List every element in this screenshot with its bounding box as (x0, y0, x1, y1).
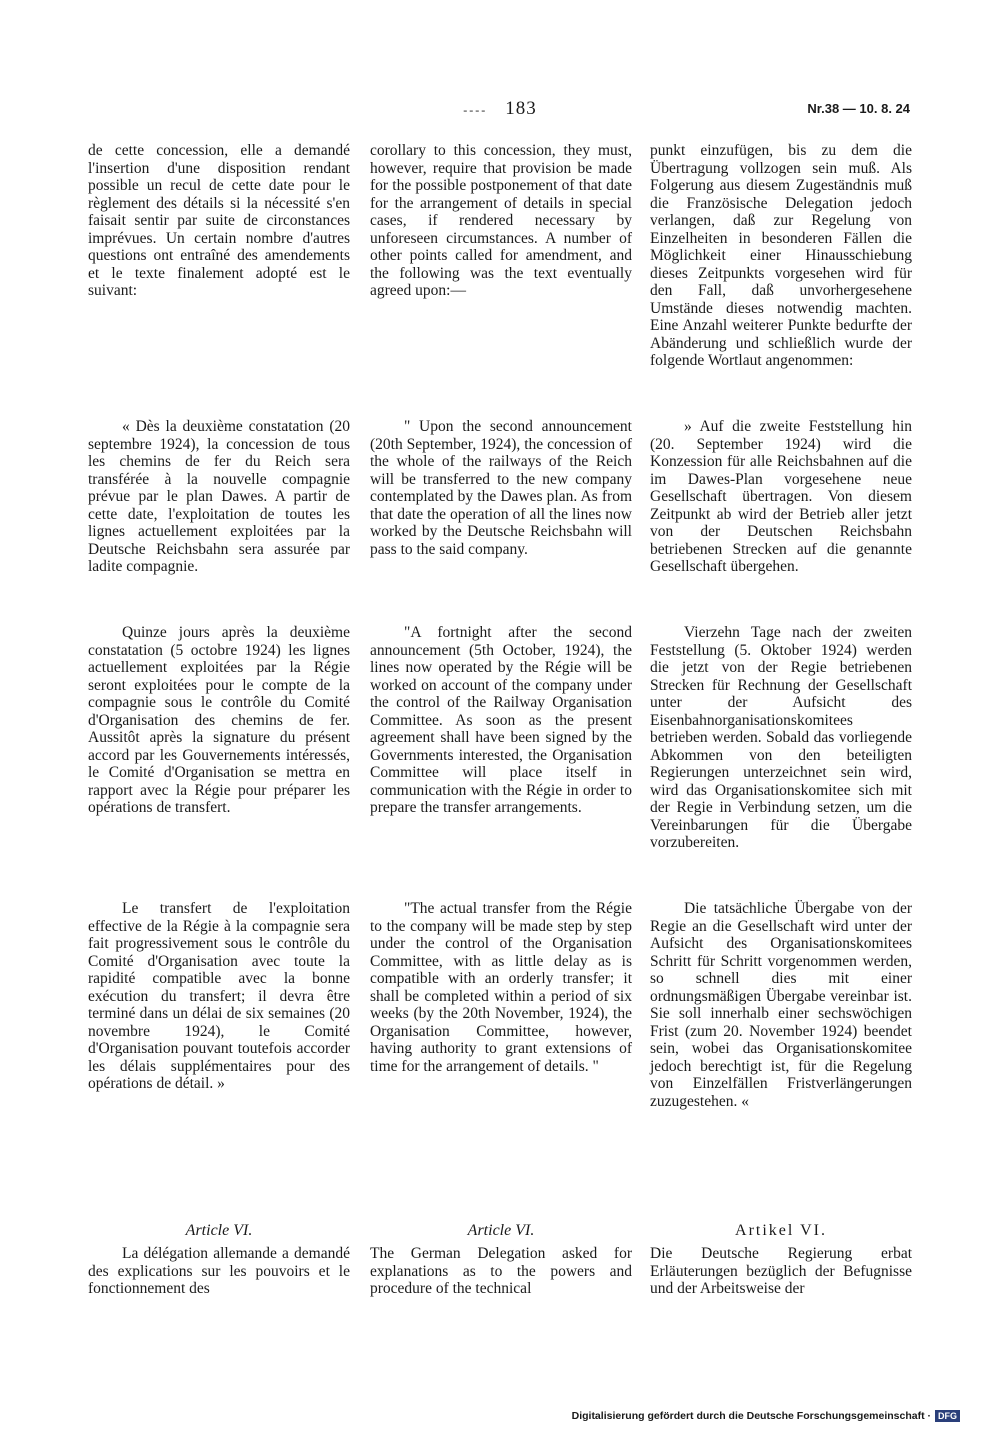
para2-german: Vierzehn Tage nach der zweiten Feststellung (5. Oktober 1924) werden die jetzt von der Regie betriebenen Strecken für Rechnung der Gesellschaft unter der Aufsicht des Eisenbahnorganisationskomitees betrieben werden. Sobald das vorliegende Abkommen von den beteiligten Regierungen unterzeichnet sein wird, wird das Organisationskomitee sich mit der Regie in Verbindung setzen, um die Vereinbarungen für die Übergabe vorzubereiten. (650, 624, 912, 851)
para3-french: Le transfert de l'exploitation effective de la Régie à la compagnie sera fait progressivement sous le contrôle du Comité d'Organisation avec toute la rapidité compatible avec la bonne exécution du transfert; il devra être terminé dans un délai de six semaines (20 novembre 1924), le Comité d'Organisation pouvant toutefois accorder les délais supplémentaires pour des opérations de détail. » (88, 900, 350, 1092)
article-heading-german: Artikel VI. (735, 1222, 827, 1239)
para1-english: " Upon the second announcement (20th September, 1924), the concession of the whole of the railways of the Reich will be transferred to the new company contemplated by the Dawes plan. As from that date the operation of all the lines now worked by the Deutsche Reichsbahn will pass to the said company. (370, 418, 632, 558)
para2-english: "A fortnight after the second announcement (5th October, 1924), the lines now operated by the Régie will be worked on account of the company under the control of the Railway Organisation Committee. As soon as the present agreement shall have been signed by the Governments interested, the Organisation Committee will place itself in communication with the Régie in order to prepare the transfer arrangements. (370, 624, 632, 816)
para3-english: "The actual transfer from the Régie to the company will be made step by step under the control of the Organisation Committee, with as little delay as is compatible with an orderly transfer; it shall be completed within a period of six weeks (by the 20th November, 1924), the Organisation Committee, however, having authority to grant extensions of time for the arrangement of details. " (370, 900, 632, 1075)
article-english: The German Delegation asked for explanations as to the powers and procedure of the technical (370, 1245, 632, 1297)
page-header (0, 98, 1000, 122)
issue-reference: Nr.38 — 10. 8. 24 (807, 101, 910, 116)
dfg-logo-icon: DFG (935, 1410, 960, 1422)
para1-german: » Auf die zweite Feststellung hin (20. September 1924) wird die Konzession für alle Reichsbahnen auf die im Dawes-Plan vorgesehene neue Gesellschaft übertragen. Von diesem Zeitpunkt ab wird der Betrieb aller jetzt von der Deutschen Reichsbahn betriebenen Strecken auf die genannte Gesellschaft übergehen. (650, 418, 912, 575)
article-heading-french: Article VI. (185, 1222, 253, 1239)
article-german: Die Deutsche Regierung erbat Erläuterungen bezüglich der Befugnisse und der Arbeitsweise der (650, 1245, 912, 1297)
article-heading-english: Article VI. (467, 1222, 535, 1239)
para3-german: Die tatsächliche Übergabe von der Regie an die Gesellschaft wird unter der Aufsicht des Organisationskomitees Schritt für Schritt vorgenommen werden, so schnell dies mit einer ordnungsmäßigen Übergabe vereinbar ist. Sie soll innerhalb einer sechswöchigen Frist (zum 20. November 1924) beendet sein, wobei das Organisationskomitee jedoch berechtigt ist, für die Regelung von Einzelfällen Fristverlängerungen zuzugestehen. « (650, 900, 912, 1110)
page-number: ---- 183 (463, 98, 537, 119)
digitization-credit: Digitalisierung gefördert durch die Deutsche Forschungsgemeinschaft · DFG (572, 1410, 960, 1422)
intro-french: de cette concession, elle a demandé l'insertion d'une disposition rendant possible un recul de cette date pour le règlement des détails si la nécessité s'en faisait sentir par suite de circonstances imprévues. Un certain nombre d'autres questions ont entraîné des amendements et le texte finalement adopté est le suivant: (88, 142, 350, 299)
para1-french: « Dès la deuxième constatation (20 septembre 1924), la concession de tous les chemins de fer du Reich sera transférée à la nouvelle compagnie prévue par le plan Dawes. A partir de cette date, l'exploitation de toutes les lignes actuellement exploitées par la Deutsche Reichsbahn sera assurée par ladite compagnie. (88, 418, 350, 575)
article-french: La délégation allemande a demandé des explications sur les pouvoirs et le fonctionnement des (88, 1245, 350, 1297)
intro-english: corollary to this concession, they must, however, require that provision be made for the possible postponement of that date for the arrangement of details in special cases, if rendered necessary by unforeseen circumstances. A number of other points called for amendment, and the following was the text eventually agreed upon:— (370, 142, 632, 299)
para2-french: Quinze jours après la deuxième constatation (5 octobre 1924) les lignes actuellement exploitées par la Régie seront exploitées pour le compte de la compagnie sous le contrôle du Comité d'Organisation des chemins de fer. Aussitôt après la signature du présent accord par les Gouvernements intéressés, le Comité d'Organisation se mettra en rapport avec la Régie pour préparer les opérations de transfert. (88, 624, 350, 816)
intro-german: punkt einzufügen, bis zu dem die Übertragung vollzogen sein muß. Als Folgerung aus diesem Zugeständnis muß die Französische Delegation jedoch verlangen, daß zur Regelung von Einzelheiten in besonderen Fällen die Möglichkeit einer Hinausschiebung dieses Zeitpunkts vorgesehen wird für den Fall, daß unvorhergesehene Umstände dieses notwendig machten. Eine Anzahl weiterer Punkte bedurfte der Abänderung und schließlich wurde der folgende Wortlaut angenommen: (650, 142, 912, 369)
